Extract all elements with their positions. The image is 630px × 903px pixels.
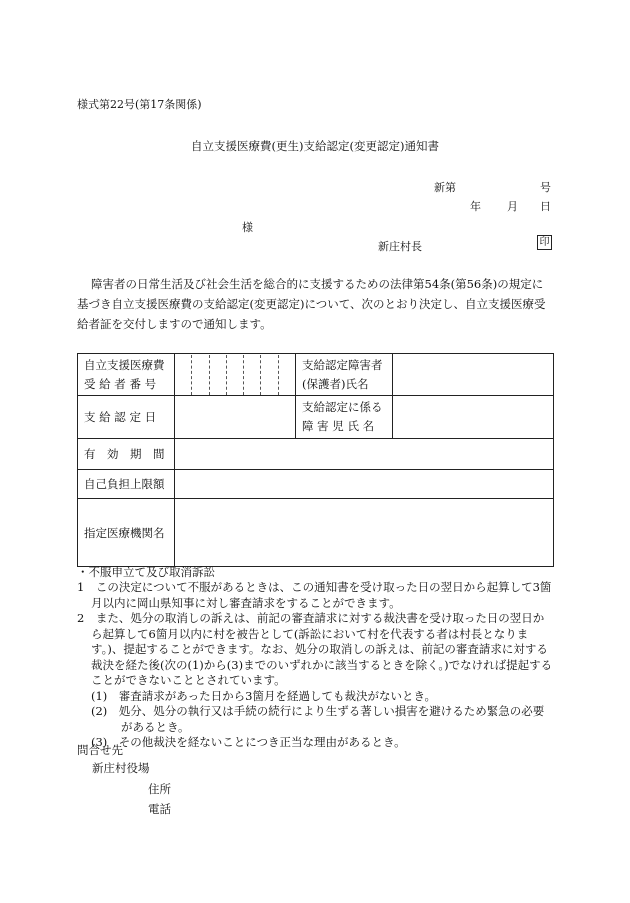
certification-table (77, 353, 554, 567)
copay-limit-field[interactable] (175, 470, 554, 499)
copay-limit-label: 自己負担上限額 (78, 470, 175, 499)
form-number: 様式第22号(第17条関係) (77, 98, 202, 111)
recipient-number-digit-boxes (175, 355, 295, 395)
cert-date-field[interactable] (175, 396, 296, 439)
appeal-notes (77, 564, 555, 751)
recipient-number-label: 自立支援医療費 受 給 者 番 号 (78, 354, 175, 396)
date-year-label: 年 (470, 200, 481, 213)
cert-date-label: 支 給 認 定 日 (78, 396, 175, 439)
appeal-subitem-2: (2) 処分、処分の執行又は手続の続行により生ずる著しい損害を避けるため緊急の必要があるとき。 (91, 704, 545, 734)
recipient-honorific: 様 (242, 221, 253, 234)
valid-period-field[interactable] (175, 439, 554, 470)
child-name-label: 支給認定に係る 障 害 児 氏 名 (296, 396, 393, 439)
child-name-field[interactable] (393, 396, 554, 439)
institution-label: 指定医療機関名 (78, 499, 175, 567)
appeal-heading: ・不服申立て及び取消訴訟 (77, 565, 215, 579)
certified-person-field[interactable] (393, 354, 554, 396)
table-row (78, 396, 554, 439)
sender-name: 新庄村長 (378, 240, 422, 253)
date-day-label: 日 (540, 200, 551, 213)
table-row (78, 354, 554, 396)
contact-heading: 問合せ先 (77, 743, 123, 757)
certified-person-label: 支給認定障害者 (保護者)氏名 (296, 354, 393, 396)
appeal-subitem-1: (1) 審査請求があった日から3箇月を経過しても裁決がないとき。 (91, 688, 437, 703)
valid-period-label: 有 効 期 間 (78, 439, 175, 470)
notice-number-prefix: 新第 (434, 181, 456, 194)
notice-number-suffix: 号 (540, 181, 551, 194)
table-row (78, 439, 554, 470)
document-title: 自立支援医療費(更生)支給認定(変更認定)通知書 (191, 139, 439, 153)
appeal-item-2: 2 また、処分の取消しの訴えは、前記の審査請求に対する裁決書を受け取った日の翌日から起算して6箇月以内に村を被告として(訴訟において村を代表する者は村長となります。)、提起することができます。なお、処分の取消しの訴えは、前記の審査請求に対する裁決を経た後(次の(1)から(3)までのいずれかに該当するときを除く。)でなければ提起することができないこととされています。 (77, 611, 553, 687)
contact-office: 新庄村役場 (92, 761, 150, 775)
table-row (78, 499, 554, 567)
contact-phone-label: 電話 (148, 802, 171, 816)
institution-field[interactable] (175, 499, 554, 567)
date-month-label: 月 (507, 200, 518, 213)
recipient-number-field[interactable] (175, 354, 296, 396)
contact-address-label: 住所 (148, 782, 171, 796)
seal-mark: 印 (537, 235, 552, 250)
appeal-subitem-3: (3) その他裁決を経ないことにつき正当な理由があるとき。 (91, 735, 406, 749)
appeal-item-1: 1 この決定について不服があるときは、この通知書を受け取った日の翌日から起算して3箇月以内に岡山県知事に対し審査請求をすることができます。 (77, 580, 552, 610)
intro-paragraph: 障害者の日常生活及び社会生活を総合的に支援するための法律第54条(第56条)の規定に基づき自立支援医療費の支給認定(変更認定)について、次のとおり決定し、自立支援医療受給者証を交付しますので通知します。 (77, 277, 546, 331)
table-row (78, 470, 554, 499)
